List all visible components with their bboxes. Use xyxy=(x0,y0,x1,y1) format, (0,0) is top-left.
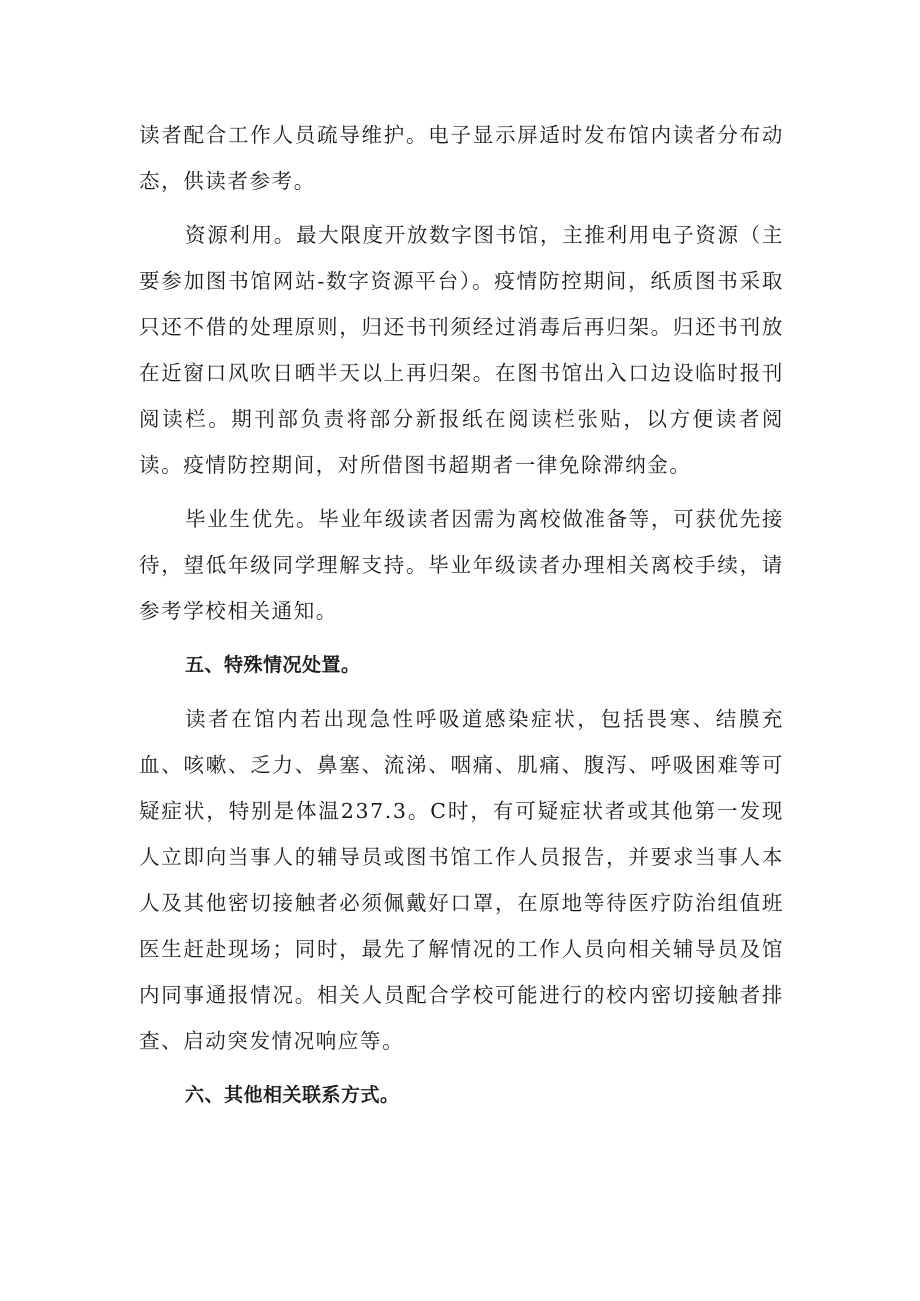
document-body xyxy=(139,112,784,1126)
paragraph-resource-use: 资源利用。最大限度开放数字图书馆，主推利用电子资源（主要参加图书馆网站-数字资源平台）。疫情防控期间，纸质图书采取只还不借的处理原则，归还书刊须经过消毒后再归架。归还书刊放在近窗口风吹日晒半天以上再归架。在图书馆出入口边设临时报刊阅读栏。期刊部负责将部分新报纸在阅读栏张贴，以方便读者阅读。疫情防控期间，对所借图书超期者一律免除滞纳金。 xyxy=(139,223,784,477)
paragraph-reader-guidance: 读者配合工作人员疏导维护。电子显示屏适时发布馆内读者分布动态，供读者参考。 xyxy=(139,123,784,193)
section-heading-special-situations: 五、特殊情况处置。 xyxy=(185,654,361,676)
paragraph-graduate-priority: 毕业生优先。毕业年级读者因需为离校做准备等，可获优先接待，望低年级同学理解支持。毕业年级读者办理相关离校手续，请参考学校相关通知。 xyxy=(139,507,784,623)
paragraph-special-situations: 读者在馆内若出现急性呼吸道感染症状，包括畏寒、结膜充血、咳嗽、乏力、鼻塞、流涕、咽痛、肌痛、腹泻、呼吸困难等可疑症状，特别是体温237.3。C时，有可疑症状者或其他第一发现人立即向当事人的辅导员或图书馆工作人员报告，并要求当事人本人及其他密切接触者必须佩戴好口罩，在原地等待医疗防治组值班医生赶赴现场；同时，最先了解情况的工作人员向相关辅导员及馆内同事通报情况。相关人员配合学校可能进行的校内密切接触者排查、启动突发情况响应等。 xyxy=(139,707,784,1053)
section-heading-contacts: 六、其他相关联系方式。 xyxy=(185,1084,400,1106)
